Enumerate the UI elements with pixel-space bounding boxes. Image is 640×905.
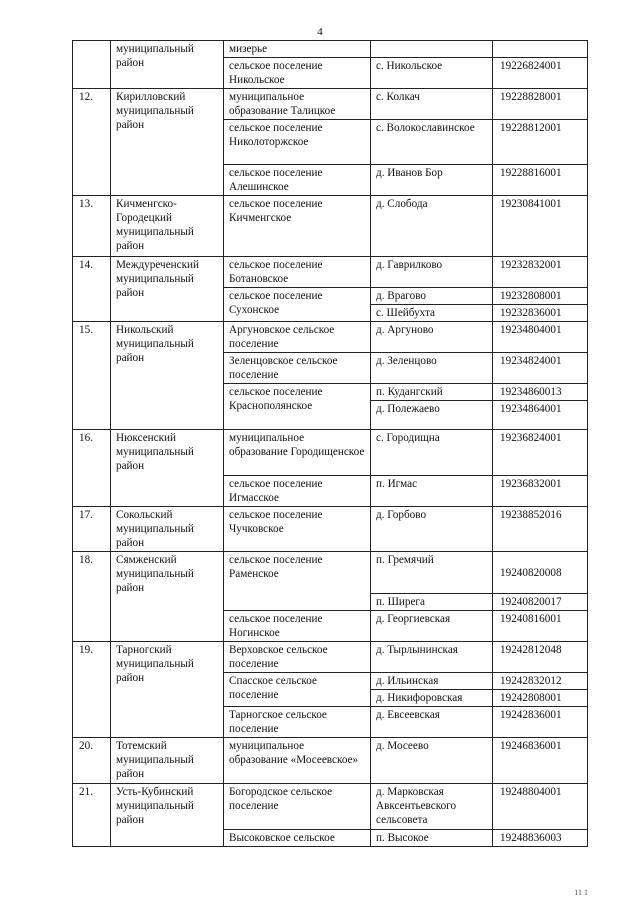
code-cell: 19232808001 [493,288,588,305]
locality-cell: п. Кудангский [371,384,493,401]
table-row [73,552,588,594]
number-cell: 21. [73,784,111,847]
code-cell: 19226824001 [493,58,588,89]
code-cell: 19242836001 [493,707,588,738]
table-row [73,784,588,830]
code-cell: 19234804001 [493,322,588,353]
page-number: 4 [317,26,323,38]
code-cell: 19240816001 [493,611,588,642]
code-cell: 19242808001 [493,690,588,707]
locality-cell: д. Горбово [371,507,493,552]
code-cell: 19236824001 [493,430,588,476]
code-cell: 19228816001 [493,165,588,196]
district-cell: Усть-Кубинский муниципальный район [111,784,224,847]
district-cell: Тотемский муниципальный район [111,738,224,784]
code-cell: 19240820008 [493,552,588,594]
code-cell: 19236832001 [493,476,588,507]
settlement-cell: муниципальное образование Талицкое [224,89,371,120]
number-cell: 19. [73,642,111,738]
settlement-cell: муниципальное образование Городищенское [224,430,371,476]
locality-cell: д. Врагово [371,288,493,305]
locality-cell: д. Тырлынинская [371,642,493,673]
locality-cell: д. Ильинская [371,673,493,690]
table-row [73,507,588,552]
settlement-cell: сельское поселение Краснополянское [224,384,371,430]
locality-cell: п. Игмас [371,476,493,507]
code-cell: 19234860013 [493,384,588,401]
number-cell: 18. [73,552,111,642]
table-row [73,738,588,784]
district-cell: Тарногский муниципальный район [111,642,224,738]
locality-cell: д. Иванов Бор [371,165,493,196]
locality-cell: д. Евсеевская [371,707,493,738]
settlement-cell: Зеленцовское сельское поселение [224,353,371,384]
code-cell: 19232836001 [493,305,588,322]
district-cell: Сямженский муниципальный район [111,552,224,642]
table-row [73,257,588,288]
table-row [73,196,588,257]
district-cell: Сокольский муниципальный район [111,507,224,552]
number-cell: 20. [73,738,111,784]
settlement-cell: сельское поселение Алешинское [224,165,371,196]
locality-cell: п. Гремячий [371,552,493,594]
code-cell: 19248836003 [493,830,588,847]
code-cell: 19228812001 [493,120,588,165]
district-cell: Кичменгско-Городецкий муниципальный район [111,196,224,257]
settlement-cell: мизерье [224,41,371,58]
number-cell: 12. [73,89,111,196]
locality-cell: д. Никифоровская [371,690,493,707]
locality-cell: д. Мосеево [371,738,493,784]
number-cell: 13. [73,196,111,257]
settlement-cell: Аргуновское сельское поселение [224,322,371,353]
table-row [73,430,588,476]
code-cell: 19234824001 [493,353,588,384]
district-cell: Никольский муниципальный район [111,322,224,430]
code-cell: 19248804001 [493,784,588,830]
settlement-cell: сельское поселение Ботановское [224,257,371,288]
settlements-table [72,40,588,847]
settlement-cell: сельское поселение Николоторжское [224,120,371,165]
locality-cell: д. Полежаево [371,401,493,430]
code-cell: 19230841001 [493,196,588,257]
footer-mark: 11 1 [574,888,588,897]
number-cell: 16. [73,430,111,507]
settlement-cell: Богородское сельское поселение [224,784,371,830]
settlement-cell: сельское поселение Кичменгское [224,196,371,257]
code-cell [493,41,588,58]
locality-cell: д. Георгиевская [371,611,493,642]
district-cell: Нюксенский муниципальный район [111,430,224,507]
number-cell [73,41,111,89]
number-cell: 17. [73,507,111,552]
table-row [73,322,588,353]
table-row [73,89,588,120]
district-cell: муниципальный район [111,41,224,89]
settlement-cell: Высоковское сельское [224,830,371,847]
code-cell: 19246836001 [493,738,588,784]
code-cell: 19242812048 [493,642,588,673]
settlement-cell: сельское поселение Чучковское [224,507,371,552]
locality-cell: д. Гаврилково [371,257,493,288]
settlement-cell: сельское поселение Сухонское [224,288,371,322]
code-cell: 19228828001 [493,89,588,120]
settlement-cell: Верховское сельское поселение [224,642,371,673]
locality-cell: д. Зеленцово [371,353,493,384]
code-cell: 19240820017 [493,594,588,611]
locality-cell: д. Марковская Авксентьевского сельсовета [371,784,493,830]
settlement-cell: муниципальное образование «Мосеевское» [224,738,371,784]
locality-cell: п. Ширега [371,594,493,611]
settlement-cell: Спасское сельское поселение [224,673,371,707]
settlement-cell: сельское поселение Ногинское [224,611,371,642]
code-cell: 19234864001 [493,401,588,430]
locality-cell: с. Колкач [371,89,493,120]
locality-cell: с. Никольское [371,58,493,89]
table-row [73,41,588,58]
locality-cell: с. Шейбухта [371,305,493,322]
settlement-cell: Тарногское сельское поселение [224,707,371,738]
code-cell: 19238852016 [493,507,588,552]
number-cell: 15. [73,322,111,430]
locality-cell: п. Высокое [371,830,493,847]
settlement-cell: сельское поселение Никольское [224,58,371,89]
table-row [73,642,588,673]
locality-cell [371,41,493,58]
district-cell: Кирилловский муниципальный район [111,89,224,196]
locality-cell: д. Аргуново [371,322,493,353]
locality-cell: д. Слобода [371,196,493,257]
locality-cell: с. Городищна [371,430,493,476]
settlement-cell: сельское поселение Игмасское [224,476,371,507]
settlement-cell: сельское поселение Раменское [224,552,371,611]
locality-cell: с. Волокославинское [371,120,493,165]
code-cell: 19232832001 [493,257,588,288]
number-cell: 14. [73,257,111,322]
code-cell: 19242832012 [493,673,588,690]
district-cell: Междуреченский муниципальный район [111,257,224,322]
